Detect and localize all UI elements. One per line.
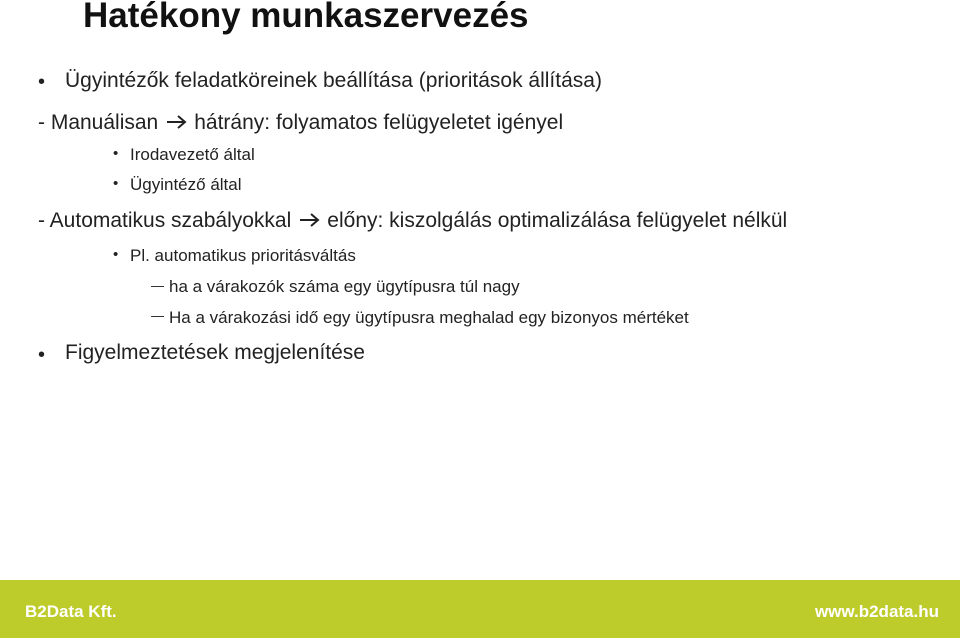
footer-website[interactable]: www.b2data.hu — [814, 602, 939, 621]
dash-item-1: ha a várakozók száma egy ügytípusra túl nagy — [169, 277, 520, 296]
dash-item-2: Ha a várakozási idő egy ügytípusra meghalad egy bizonyos mértéket — [169, 308, 689, 327]
bullet-dot-icon: • — [113, 175, 119, 192]
automatic-line — [38, 209, 787, 233]
right-arrow-icon — [299, 209, 321, 233]
footer-bar — [0, 580, 960, 638]
bullet-dot-icon: • — [38, 344, 46, 366]
sub-bullet-3: Pl. automatikus prioritásváltás — [130, 246, 356, 265]
right-arrow-icon — [166, 111, 188, 135]
auto-suffix: előny: kiszolgálás optimalizálása felügyelet nélkül — [327, 209, 788, 232]
bullet-dot-icon: • — [38, 71, 46, 93]
bullet-text-2: Figyelmeztetések megjelenítése — [65, 341, 365, 364]
manual-prefix: - Manuálisan — [38, 111, 159, 134]
sub-bullet-1: Irodavezető által — [130, 145, 255, 164]
sub-bullet-2: Ügyintéző által — [130, 175, 242, 194]
bullet-dot-icon: • — [113, 145, 119, 162]
manual-line — [38, 111, 563, 135]
manual-suffix: hátrány: folyamatos felügyeletet igényel — [194, 111, 564, 134]
footer-company: B2Data Kft. — [25, 602, 117, 621]
dash-icon — [151, 286, 164, 287]
bullet-dot-icon: • — [113, 246, 119, 263]
bullet-text-1: Ügyintézők feladatköreinek beállítása (prioritások állítása) — [65, 69, 602, 92]
dash-icon — [151, 316, 164, 317]
slide-title: Hatékony munkaszervezés — [83, 0, 529, 35]
auto-prefix: - Automatikus szabályokkal — [38, 209, 292, 232]
